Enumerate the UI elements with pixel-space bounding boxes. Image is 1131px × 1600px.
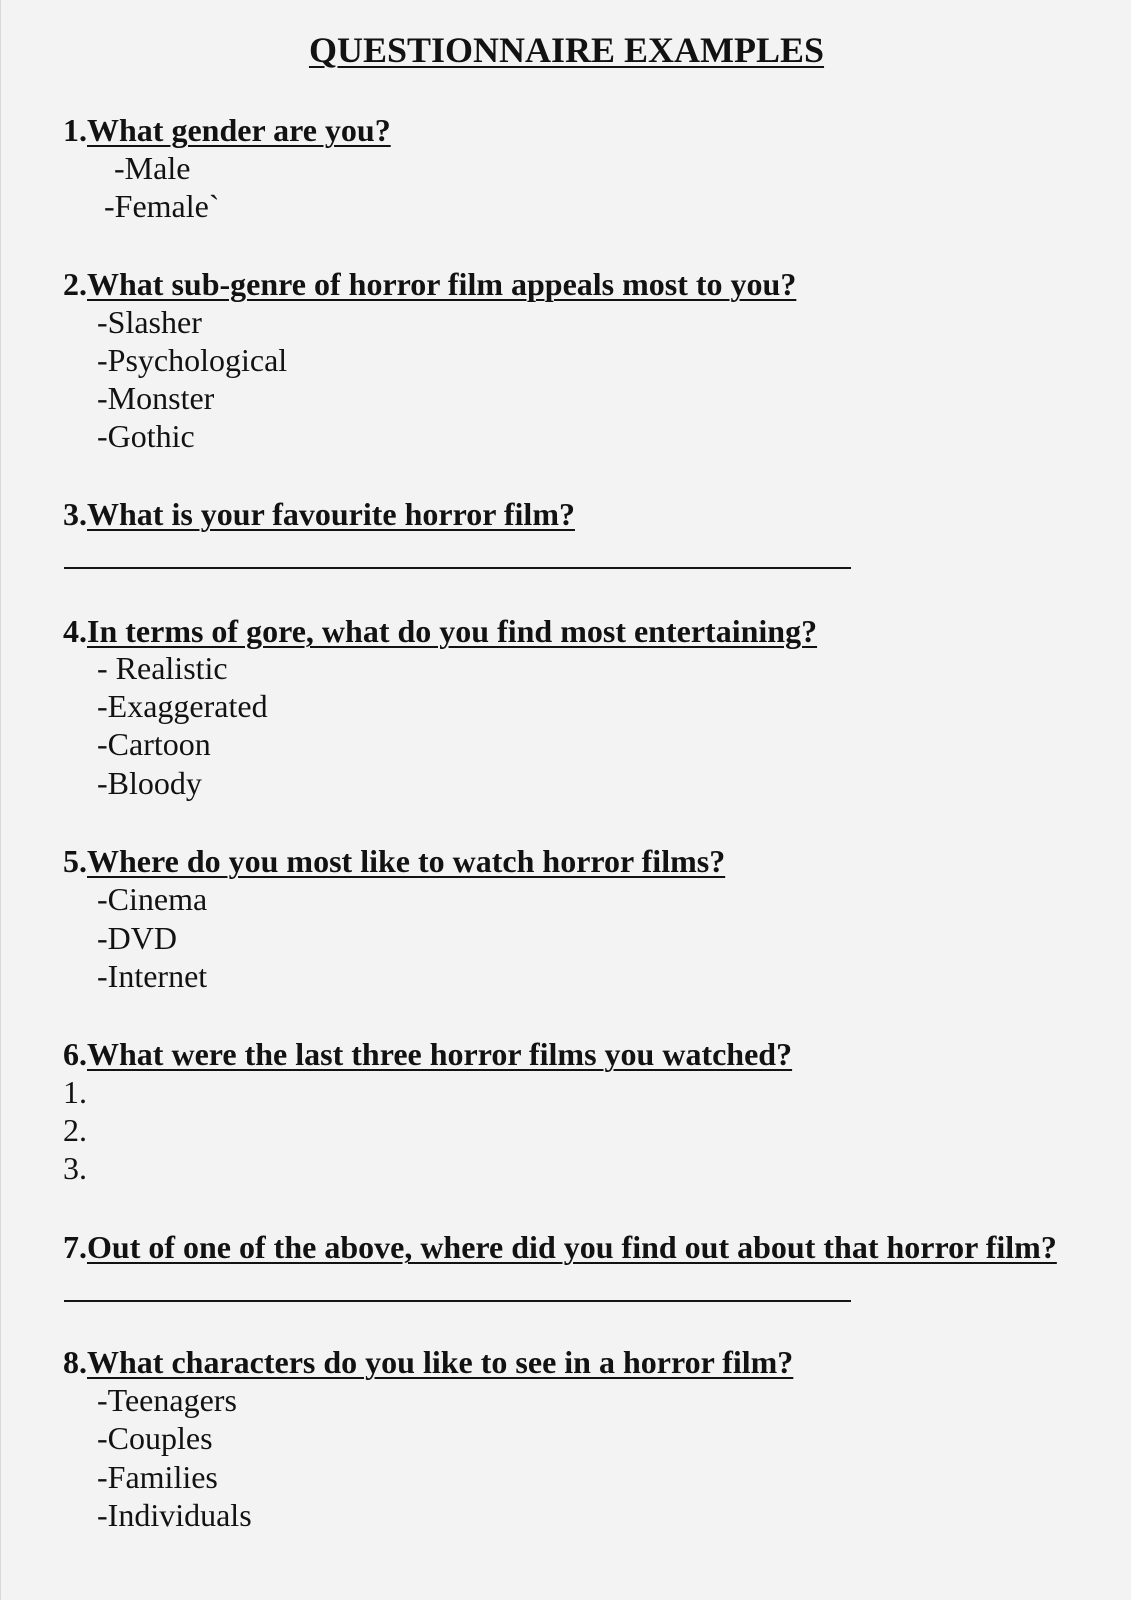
- option-couples: -Couples: [97, 1420, 213, 1456]
- question-number: 5.: [63, 843, 87, 879]
- option-cinema: -Cinema: [97, 881, 208, 917]
- page-title: [1, 28, 1131, 72]
- question-number: 4.: [63, 613, 87, 649]
- question-7: [63, 1227, 1057, 1267]
- page-title-text: QUESTIONNAIRE EXAMPLES: [308, 30, 825, 70]
- question-text: Out of one of the above, where did you find out about that horror film?: [87, 1229, 1057, 1265]
- question-text: What gender are you?: [87, 112, 391, 148]
- question-2: [63, 264, 796, 304]
- answer-line-7: [64, 1300, 851, 1302]
- option-monster: -Monster: [97, 380, 215, 416]
- question-4: [63, 611, 817, 651]
- question-text: What sub-genre of horror film appeals most to you?: [87, 266, 797, 302]
- option-cartoon: -Cartoon: [97, 726, 211, 762]
- question-number: 6.: [63, 1036, 87, 1072]
- question-text: What is your favourite horror film?: [87, 496, 575, 532]
- option-slasher: -Slasher: [97, 304, 202, 340]
- option-internet: -Internet: [97, 958, 208, 994]
- list-item-3: 3.: [63, 1150, 87, 1186]
- question-number: 2.: [63, 266, 87, 302]
- question-text: In terms of gore, what do you find most entertaining?: [87, 613, 818, 649]
- question-3: [63, 494, 575, 534]
- option-exaggerated: -Exaggerated: [97, 688, 268, 724]
- answer-line-3: [64, 567, 851, 569]
- question-6: [63, 1034, 792, 1074]
- option-gothic: -Gothic: [97, 418, 195, 454]
- question-8: [63, 1342, 793, 1382]
- option-dvd: -DVD: [97, 920, 177, 956]
- question-number: 3.: [63, 496, 87, 532]
- option-female: -Female`: [104, 188, 220, 224]
- list-item-1: 1.: [63, 1074, 87, 1110]
- question-text: What were the last three horror films you watched?: [87, 1036, 793, 1072]
- question-text: What characters do you like to see in a horror film?: [87, 1344, 794, 1380]
- option-teenagers: -Teenagers: [97, 1382, 237, 1418]
- option-individuals: -Individuals: [97, 1497, 252, 1533]
- option-bloody: -Bloody: [97, 765, 202, 801]
- question-text: Where do you most like to watch horror films?: [87, 843, 726, 879]
- option-psychological: -Psychological: [97, 342, 288, 378]
- question-number: 1.: [63, 112, 87, 148]
- question-number: 8.: [63, 1344, 87, 1380]
- question-5: [63, 841, 725, 881]
- option-male: -Male: [114, 150, 191, 186]
- option-realistic: - Realistic: [97, 650, 228, 686]
- question-number: 7.: [63, 1229, 87, 1265]
- option-families: -Families: [97, 1459, 218, 1495]
- list-item-2: 2.: [63, 1112, 87, 1148]
- question-1: [63, 110, 391, 150]
